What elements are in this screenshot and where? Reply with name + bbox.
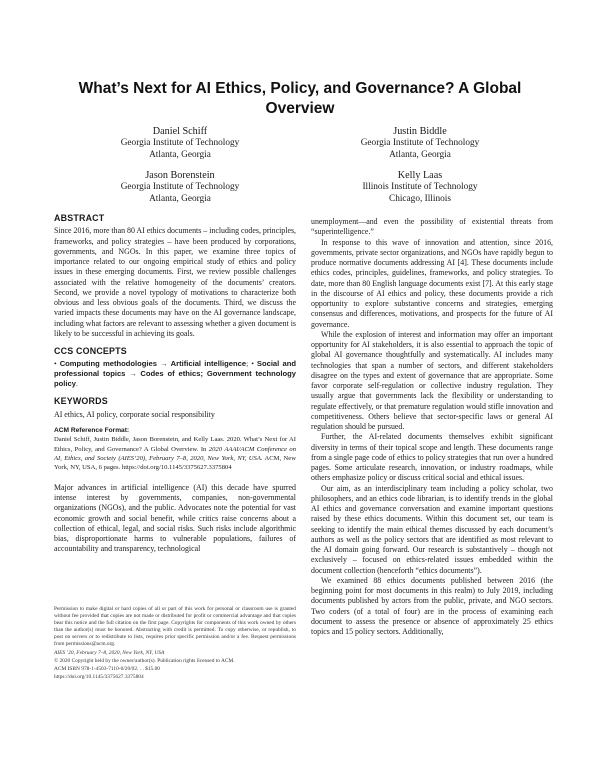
body-paragraph: unemployment—and even the possibility of existential threats from “superintelligence.” [311, 217, 553, 237]
author-card [310, 126, 530, 161]
body-paragraph: We examined 88 ethics documents published between 2016 (the beginning point for most documents in this realm) to July 2019, including documents published by actors from the public, private, and NGO sectors. Two coders (of a total of four) are in the process of examining each document to assess the presence or absence of approximately 25 ethics topics and 15 policy sectors. Additionally, [311, 575, 553, 636]
abstract-heading: ABSTRACT [54, 213, 105, 223]
body-paragraph: Further, the AI-related documents themselves exhibit significant diversity in terms of their topical scope and length. These documents range from a single page code of ethics to policy strategies that run over a hundred pages. Some articulate research, innovation, or industry roadmaps, while others emphasize policy or discuss critical social and ethical issues. [311, 432, 553, 483]
author-affiliation: Illinois Institute of Technology [362, 182, 478, 193]
acm-reference: ACM Reference Format: Daniel Schiff, Justin Biddle, Jason Borenstein, and Kelly Laas. 2020. What’s Next for AI Ethics, Policy, and Governance? A Global Overview. In 2020 AAAI/ACM Conference on AI, Ethics, and Society (AIES’20), February 7–8, 2020, New York, NY, USA. ACM, New York, NY, USA, 6 pages. https://doi.org/10.1145/3375627.3375804 [54, 426, 296, 472]
isbn-line: ACM ISBN 978-1-4503-7110-0/20/02. . . $15.00 [54, 665, 160, 672]
copyright-footnote [54, 606, 296, 682]
body-paragraph: In response to this wave of innovation and attention, since 2016, governments, private sector organizations, and NGOs have rapidly begun to produce normative documents addressing AI [4]. These documents include ethics codes, principles, guidelines, frameworks, and policy strategies. To date, more than 80 English language documents exist [7]. At this early stage in the discourse of AI ethics and policy, these documents provide a rich opportunity to explore substantive concerns and strategies, emerging consensus and differences, motivations, and prospects for the future of AI governance. [311, 237, 553, 329]
author-name: Kelly Laas [397, 170, 443, 181]
author-affiliation: Georgia Institute of Technology [120, 182, 240, 193]
author-location: Atlanta, Georgia [149, 193, 211, 204]
right-column [311, 217, 553, 637]
body-paragraph: While the explosion of interest and information may offer an important opportunity for AI stakeholders, it is also essential to approach the topic of global AI governance thoughtfully and systematically. AI includes many technologies that span a number of sectors, and different stakeholders disagree on the types and extent of governance that are appropriate. Some favor corporate self-regulation or collective industry regulation. They usually argue that governments lack the flexibility or understanding to regulate effectively, or that premature regulation would stifle innovation and competitiveness. Others believe that sector-specific laws or general AI regulation should be pursued. [311, 329, 553, 431]
keywords-heading: KEYWORDS [54, 396, 108, 407]
author-location: Atlanta, Georgia [149, 149, 211, 160]
author-name: Jason Borenstein [145, 170, 215, 181]
author-card [70, 170, 290, 205]
conference-line: AIES ’20, February 7–8, 2020, New York, NY, USA [54, 649, 165, 656]
ccs-text: • Computing methodologies → Artificial intelligence; • Social and professional topics → Codes of ethics; Government technology policy. [54, 359, 296, 389]
body-paragraph: Our aim, as an interdisciplinary team including a policy scholar, two philosophers, and an ethics code librarian, is to identify trends in the global AI ethics and governance conversation and examine important questions raised by these ethics documents. Within this document set, our team is seeking to identify the main ethical themes discussed by each document’s authors as well as the policy sectors that are identified as most relevant to the AI domain going forward. Our research is substantively – though not exclusively – focused on ethics-related issues embedded within the document collection (henceforth “ethics documents”). [311, 483, 553, 575]
author-location: Chicago, Illinois [389, 193, 451, 204]
doi-link[interactable]: https://doi.org/10.1145/3375627.3375804 [54, 673, 144, 680]
ccs-heading: CCS CONCEPTS [54, 346, 127, 356]
author-card [310, 170, 530, 205]
permission-notice: Permission to make digital or hard copies of all or part of this work for personal or classroom use is granted without fee provided that copies are not made or distributed for profit or commercial advantage and that copies bear this notice and the full citation on the first page. Copyrights for components of this work owned by others than the author(s) must be honored. Abstracting with credit is permitted. To copy otherwise, or republish, to post on servers or to redistribute to lists, requires prior specific permission and/or a fee. Request permissions from permissions@acm.org. [54, 606, 296, 648]
author-affiliation: Georgia Institute of Technology [120, 138, 240, 149]
author-name: Justin Biddle [393, 126, 447, 137]
copyright-line: © 2020 Copyright held by the owner/author(s). Publication rights licensed to ACM. [54, 657, 235, 664]
left-column [54, 213, 296, 555]
intro-paragraph: Major advances in artificial intelligence (AI) this decade have spurred intense interest by governments, companies, non-governmental organizations (NGOs), and the public. Advocates note the potential for vast economic growth and social benefit, while critics raise concerns about a collection of ethical, legal, and social risks. Such risks include algorithmic bias, disproportionate harms to vulnerable populations, failures of accountability and transparency, technological [54, 482, 296, 554]
author-name: Daniel Schiff [152, 126, 208, 137]
author-affiliation: Georgia Institute of Technology [360, 138, 480, 149]
paper-title: What’s Next for AI Ethics, Policy, and Governance? A Global Overview [78, 80, 522, 117]
abstract-text: Since 2016, more than 80 AI ethics documents – including codes, principles, frameworks, and policy strategies – have been produced by corporations, governments, and NGOs. In this paper, we examine three topics of importance related to our ongoing empirical study of ethics and policy issues in these emerging documents. First, we review possible challenges associated with the relative homogeneity of the documents’ creators. Second, we provide a novel typology of motivations to characterize both obvious and less obvious goals of the documents. Third, we discuss the varied impacts these documents may have on the AI governance landscape, including what factors are relevant to assessing whether a given document is likely to be successful in achieving its goals. [54, 226, 296, 338]
reference-heading: ACM Reference Format: [54, 426, 130, 434]
author-card [70, 126, 290, 161]
keywords-text: AI ethics, AI policy, corporate social responsibility [54, 409, 215, 419]
author-location: Atlanta, Georgia [389, 149, 451, 160]
